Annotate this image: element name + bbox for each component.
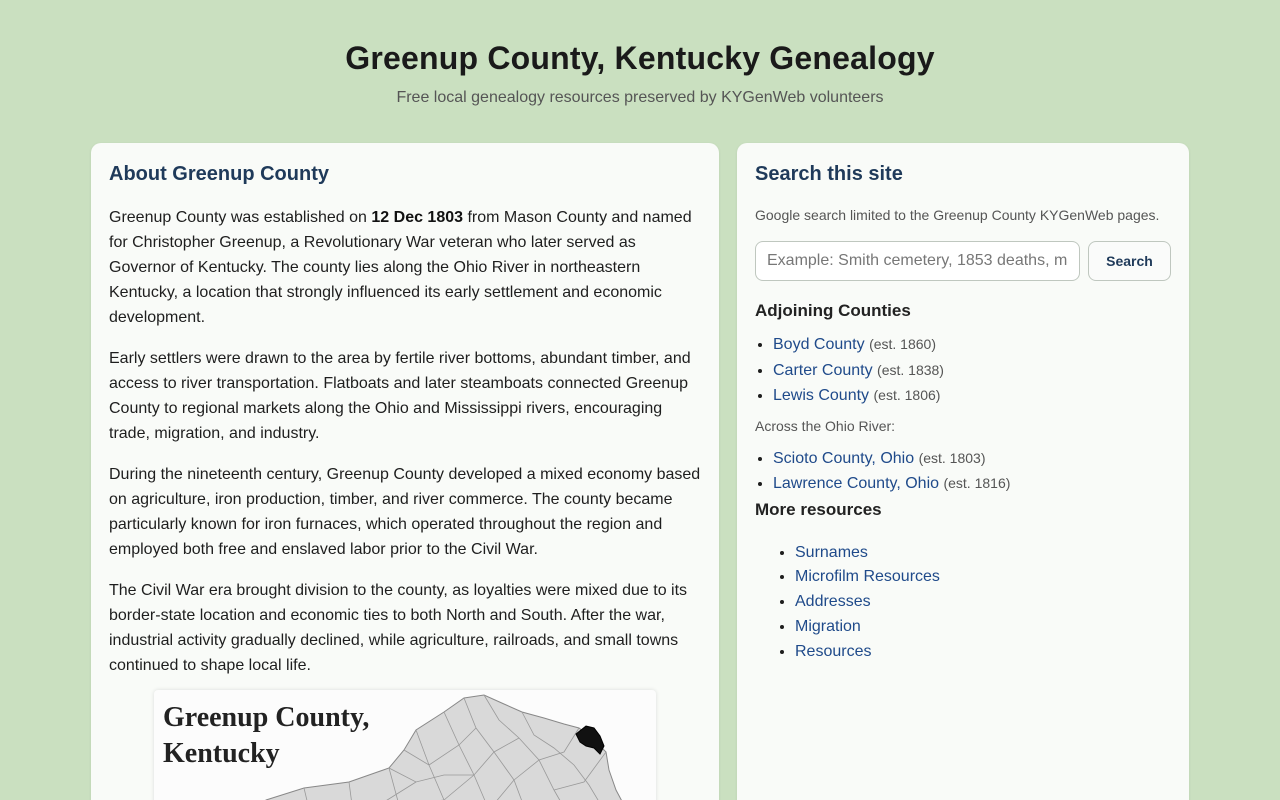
list-item (795, 615, 1171, 640)
about-p1-text-start: Greenup County was established on (109, 209, 372, 226)
search-input[interactable] (755, 241, 1080, 281)
resource-link-surnames[interactable]: Surnames (795, 543, 868, 561)
search-heading: Search this site (755, 163, 903, 185)
county-link-boyd[interactable]: Boyd County (773, 336, 865, 353)
list-item (795, 590, 1171, 615)
about-paragraph-3: During the nineteenth century, Greenup County developed a mixed economy based on agriculture, iron production, timber, and river commerce. The county became particularly known for iron furnaces, which operated throughout the region and employed both free and enslaved labor prior to the Civil War. (109, 466, 701, 558)
list-item (773, 471, 1171, 497)
about-paragraph-4: The Civil War era brought division to the county, as loyalties were mixed due to its border-state location and economic ties to both North and South. After the war, industrial activity gradually declined, while agriculture, railroads, and small towns continued to shape local life. (109, 582, 688, 674)
list-item (773, 446, 1171, 472)
list-item (773, 358, 1171, 384)
ohio-counties-list (773, 446, 1171, 497)
across-river-label: Across the Ohio River: (755, 417, 896, 434)
resource-link-migration[interactable]: Migration (795, 617, 861, 635)
search-button[interactable]: Search (1088, 241, 1171, 281)
about-card (91, 143, 719, 800)
county-link-lewis[interactable]: Lewis County (773, 387, 870, 404)
list-item (795, 565, 1171, 590)
page-subtitle: Free local genealogy resources preserved by KYGenWeb volunteers (396, 89, 884, 106)
established-year: (est. 1803) (918, 449, 986, 466)
established-date: 12 Dec 1803 (371, 209, 464, 226)
about-paragraph-1 (109, 205, 701, 330)
resource-link-microfilm[interactable]: Microfilm Resources (795, 568, 940, 586)
county-link-lawrence[interactable]: Lawrence County, Ohio (773, 475, 940, 492)
resource-link-addresses[interactable]: Addresses (795, 593, 871, 611)
county-link-carter[interactable]: Carter County (773, 361, 873, 379)
site-header (0, 0, 1280, 108)
list-item (773, 332, 1171, 358)
map-title (163, 700, 369, 772)
adjoining-counties-list (773, 332, 1171, 409)
more-resources-heading: More resources (755, 499, 882, 519)
search-description: Google search limited to the Greenup County KYGenWeb pages. (755, 207, 1160, 223)
resource-link-resources[interactable]: Resources (795, 642, 872, 660)
map-title-line-1: Greenup County, (163, 702, 370, 733)
about-paragraph-2: Early settlers were drawn to the area by fertile river bottoms, abundant timber, and access to river transportation. Flatboats and later steamboats connected Greenup County to regional markets along the Ohio and Mississippi rivers, encouraging trade, migration, and industry. (109, 350, 691, 442)
county-map-image (154, 690, 656, 800)
established-year: (est. 1860) (869, 336, 936, 352)
sidebar-card (737, 143, 1189, 800)
established-year: (est. 1838) (877, 361, 944, 378)
county-link-scioto[interactable]: Scioto County, Ohio (773, 449, 915, 467)
list-item (795, 541, 1171, 566)
list-item (773, 383, 1171, 409)
resources-list (795, 541, 1171, 665)
list-item (795, 640, 1171, 665)
map-title-line-2: Kentucky (163, 738, 280, 769)
search-form (755, 241, 1171, 281)
adjoining-counties-heading: Adjoining Counties (755, 301, 911, 320)
established-year: (est. 1806) (873, 387, 941, 403)
established-year: (est. 1816) (943, 475, 1011, 491)
about-heading: About Greenup County (109, 163, 329, 185)
page-title: Greenup County, Kentucky Genealogy (345, 40, 935, 76)
about-p1-text-end: from Mason County and named for Christopher Greenup, a Revolutionary War veteran who later served as Governor of Kentucky. The county lies along the Ohio River in northeastern Kentucky, a location that strongly influenced its early settlement and economic development. (109, 209, 692, 326)
